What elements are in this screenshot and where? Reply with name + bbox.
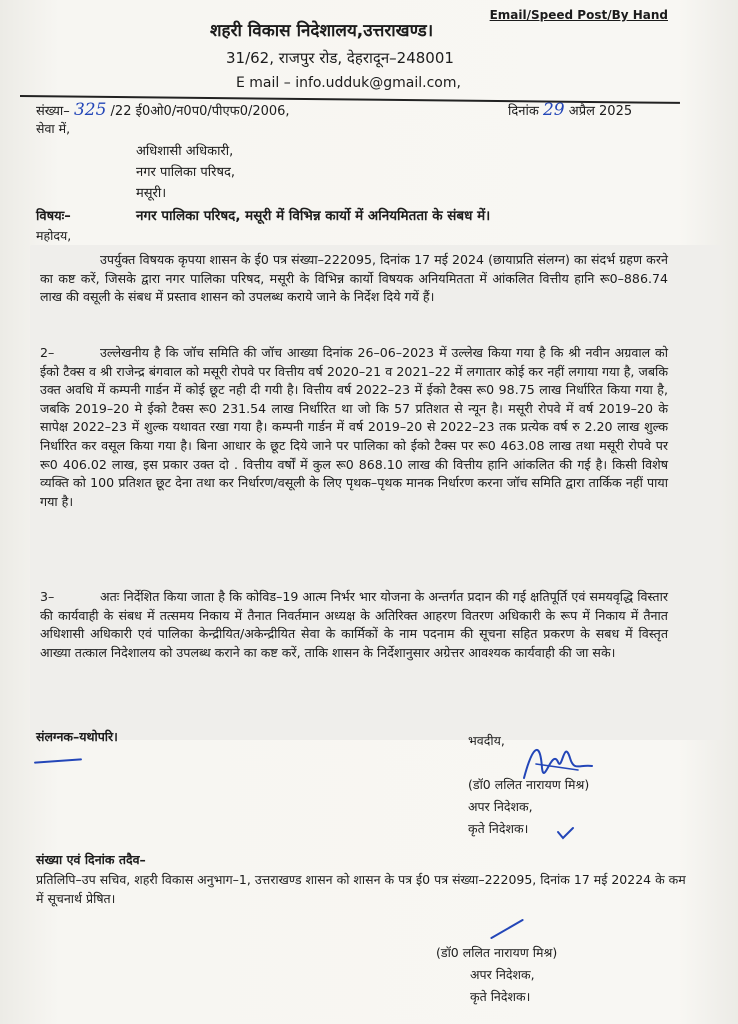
paragraph-2-text: उल्लेखनीय है कि जॉच समिति की जॉच आख्या दिनांक 26–06–2023 में उल्लेख किया गया है कि श्री नवीन अग्रवाल को ईको टैक्स व श्री राजेन्द्र बंगवाल को मसूरी रोपवे पर वित्तीय वर्ष 2020–21 व 2021–22 में लगातार कोई कर नहीं लगाया गया है, जबकि उक्त अवधि में कम्पनी गार्डन में कोई छूट नही दी गयी है। वित्तीय वर्ष 2022–23 में ईको टैक्स रू0 98.75 लाख निर्धारित किया गया है, जबकि 2019–20 मे ईको टैक्स रू0 231.54 लाख निर्धारित था जो कि 57 प्रतिशत से न्यून है। मसूरी रोपवे में वर्ष 2019–20 के सापेक्ष 2022–23 में शुल्क यथावत रखा गया है। कम्पनी गार्डन में वर्ष 2019–20 से 2022–23 तक प्रत्येक वर्ष रु 2.20 लाख शुल्क निर्धारित कर वसूल किया गया है। बिना आधार के छूट दिये जाने पर पालिका को ईको टैक्स पर रू0 463.08 लाख तथा मसूरी रोपवे पर रू0 406.02 लाख, इस प्रकार उक्त दो . वित्तीय वर्षों में कुल रू0 868.10 लाख की वित्तीय हानि आंकलित की गई है। किसी विशेष व्यक्ति को 100 प्रतिशत छूट देना तथा कर निर्धारण/वसूली के लिए पृथक–पृथक मानक निर्धारण करना जॉच समिति द्वारा तार्किक नहीं पाया गया है। [40,345,668,509]
copy-signatory-name: (डॉ0 ललित नारायण मिश्र) [436,945,558,960]
date-suffix: अप्रैल 2025 [568,104,633,119]
enclosure: संलग्नक–यथोपरि। [36,729,118,744]
ink-mark-copy [490,919,524,940]
copy-signatory-designation: अपर निदेशक, [470,967,535,982]
paragraph-1 [40,251,668,307]
handwritten-reference-number: 325 [73,100,107,120]
subject-text: नगर पालिका परिषद, मसूरी में विभिन्न कार्यो में अनियमितता के संबध में। [136,208,491,224]
reference-line [36,100,290,120]
paragraph-2 [40,344,668,511]
signature-scribble [518,728,598,788]
signatory-designation: अपर निदेशक, [468,799,533,814]
copy-signatory-on-behalf: कृते निदेशक। [470,989,531,1004]
date-line [508,100,632,120]
reference-suffix: /22 ई0ओ0/न0प0/पीएफ0/2006, [110,104,290,119]
copy-text: प्रतिलिपि–उप सचिव, शहरी विकास अनुभाग–1, उत्तराखण्ड शासन को शासन के पत्र ई0 पत्र संख्या–222095, दिनांक 17 मई 20224 के कम में सूचनार्थ प्रेषित। [36,872,686,906]
paragraph-2-number: 2– [40,345,55,360]
signatory-on-behalf: कृते निदेशक। [468,821,529,836]
ink-mark-left [34,758,82,763]
reference-label: संख्या– [36,104,70,119]
subject-label: विषयः– [36,209,71,224]
recipient-line-3: मसूरी। [136,186,167,201]
paragraph-3-number: 3– [40,589,55,604]
date-label: दिनांक [508,104,539,119]
paragraph-3-text: अतः निर्देशित किया जाता है कि कोविड–19 आत्म निर्भर भार योजना के अन्तर्गत प्रदान की गई क्षतिपूर्ति एवं समयवृद्धि विस्तार की कार्यवाही के संबध में तत्समय निकाय में तैनात निवर्तमान अध्यक्ष के अतिरिक्त आहरण वितरण अधिकारी के रूप में निकाय में तैनात अधिशासी अधिकारी एवं पालिका केन्द्रीयित/अकेन्द्रीयित सेवा के कार्मिकों के नाम पदनाम की सूचना सहित प्रकरण के सबध में विस्तृत आख्या तत्काल निदेशालय को उपलब्ध कराने का कष्ट करें, ताकि शासन के निर्देशानुसार अग्रेत्तर आवश्यक कार्यवाही की जा सके। [40,589,668,660]
handwritten-day: 29 [542,100,565,120]
paragraph-3 [40,588,668,662]
signature-block-copy [436,942,557,1008]
tick-mark [556,826,576,840]
salutation: महोदय, [36,228,72,243]
office-address: 31/62, राजपुर रोड, देहरादून–248001 [226,49,454,67]
recipient-line-1: अधिशासी अधिकारी, [136,144,234,159]
dispatch-mode: Email/Speed Post/By Hand [489,8,668,22]
closing: भवदीय, [468,733,505,748]
recipient-line-2: नगर पालिका परिषद, [136,165,236,180]
office-name: शहरी विकास निदेशालय,उत्तराखण्ड। [210,21,434,41]
copy-heading: संख्या एवं दिनांक तदैव– [36,852,146,867]
paragraph-1-text: उपर्युक्त विषयक कृपया शासन के ई0 पत्र संख्या–222095, दिनांक 17 मई 2024 (छायाप्रति संलग्न) का संदर्भ ग्रहण करने का कष्ट करें, जिसके द्वारा नगर पालिका परिषद, मसूरी के विभिन्न कार्यो विषयक अनियमितता में आंकलित वित्तीय हानि रू0–886.74 लाख की वसूली के संबध में प्रस्ताव शासन को उपलब्ध कराये जाने के निर्देश दिये गयें हैं। [40,252,668,305]
signatory-name: (डॉ0 ललित नारायण मिश्र) [468,777,590,792]
office-email: E mail – info.udduk@gmail.com, [236,75,461,91]
seva-me: सेवा में, [36,121,71,136]
